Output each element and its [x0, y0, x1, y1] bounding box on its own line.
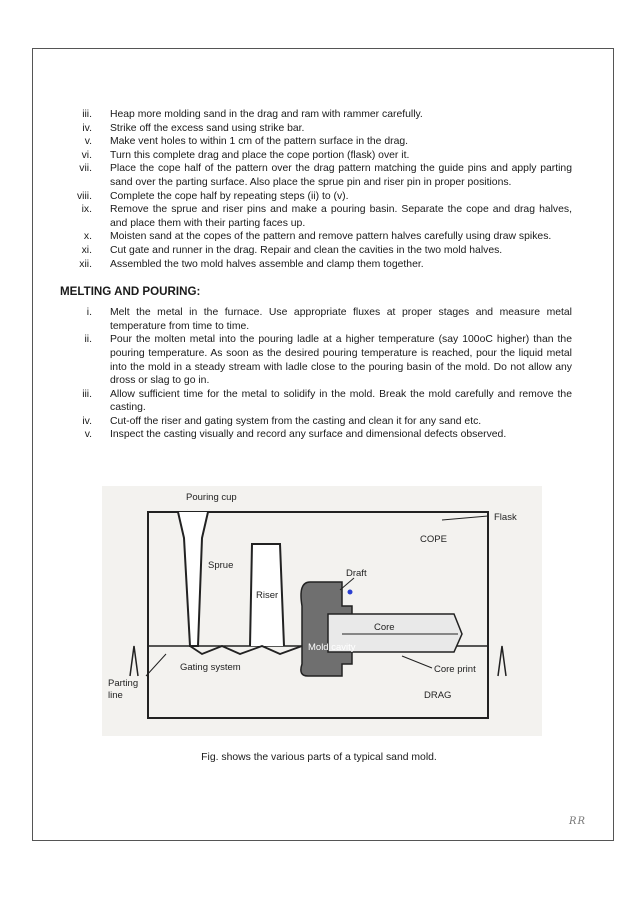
- mold-cavity-label: Mold cavity: [308, 642, 356, 653]
- guide-pin-right: [498, 646, 506, 676]
- pouring-cup-label: Pouring cup: [186, 492, 237, 503]
- list-item: v. Inspect the casting visually and record any surface and dimensional defects observed.: [84, 429, 507, 441]
- list-item: vi. Turn this complete drag and place the cope portion (flask) over it.: [81, 149, 410, 161]
- draft-dot: [348, 590, 353, 595]
- flask-label: Flask: [494, 512, 517, 523]
- cope-label: COPE: [420, 534, 447, 545]
- list-item: iii. Heap more molding sand in the drag and ram with rammer carefully.: [82, 109, 423, 120]
- list-item: i. Melt the metal in the furnace. Use appropriate fluxes at proper stages and measure metal temperature from time to time.: [86, 307, 572, 332]
- list-item: xii. Assembled the two mold halves assemble and clamp them together.: [79, 258, 424, 270]
- core-label: Core: [374, 622, 395, 633]
- document-body: [62, 108, 572, 442]
- drag-label: DRAG: [424, 690, 452, 701]
- list-item: x. Moisten sand at the copes of the pattern and remove pattern halves carefully using draw spikes.: [83, 231, 552, 243]
- sprue-label: Sprue: [208, 560, 234, 571]
- list-item: ix. Remove the sprue and riser pins and make a pouring basin. Separate the cope and drag halves, and place them with their parting faces up.: [81, 204, 572, 229]
- parting-line-label-2: line: [108, 690, 123, 701]
- core-print-leader: [402, 656, 432, 668]
- sprue-shape: [178, 512, 208, 646]
- gating-system-label: Gating system: [180, 662, 241, 673]
- list-item: iv. Strike off the excess sand using strike bar.: [82, 122, 305, 134]
- list-item: xi. Cut gate and runner in the drag. Repair and clean the cavities in the two mold halves.: [81, 244, 503, 256]
- molding-steps-list: [62, 108, 572, 271]
- list-item: iv. Cut-off the riser and gating system from the casting and clean it for any sand etc.: [82, 415, 482, 427]
- parting-line-label-1: Parting: [108, 678, 139, 689]
- list-item: vii. Place the cope half of the pattern over the drag pattern matching the guide pins and apply parting sand over the parting surface. Also place the sprue pin and riser pin in proper positions.: [79, 163, 572, 188]
- draft-label: Draft: [346, 568, 367, 579]
- sand-mold-figure: [102, 486, 542, 736]
- guide-pin-left: [130, 646, 138, 676]
- list-item: viii. Complete the cope half by repeating steps (ii) to (v).: [76, 190, 349, 202]
- sand-mold-diagram: [102, 486, 542, 736]
- section-heading: MELTING AND POURING:: [60, 285, 201, 299]
- melting-steps-list: [62, 306, 572, 442]
- list-item: ii. Pour the molten metal into the pouring ladle at a higher temperature (say 100oC higher) than the pouring temperature. As soon as the desired pouring temperature is reached, pour the liquid metal into the mold in a steady stream with ladle close to the pouring basin of the mold. Do not allow any dross or slag to go in.: [84, 334, 572, 387]
- gating-runner: [190, 646, 302, 654]
- list-item: iii. Allow sufficient time for the metal to solidify in the mold. Break the mold carefully and remove the casting.: [82, 388, 572, 414]
- list-item: v. Make vent holes to within 1 cm of the pattern surface in the drag.: [84, 136, 409, 148]
- figure-caption: Fig. shows the various parts of a typical sand mold.: [201, 752, 437, 763]
- core-print-label: Core print: [434, 664, 476, 675]
- flask-leader: [442, 516, 488, 520]
- riser-label: Riser: [256, 590, 279, 601]
- author-signature: RR: [568, 816, 586, 827]
